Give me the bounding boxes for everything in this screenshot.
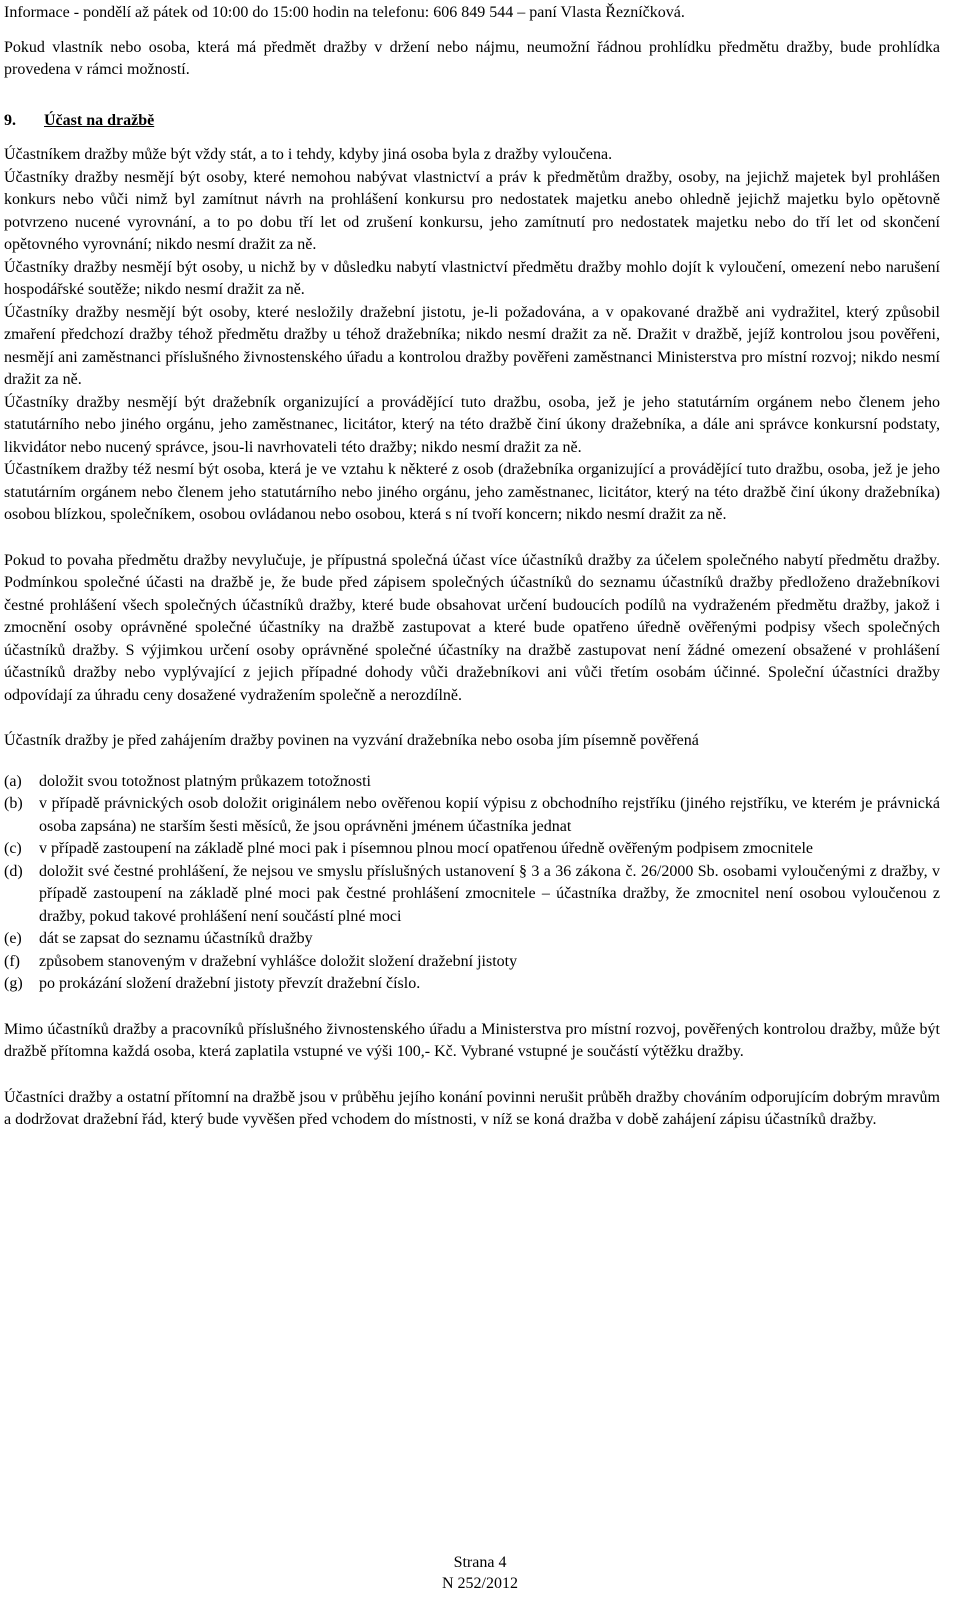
list-marker: (d)	[4, 862, 23, 880]
inspection-note: Pokud vlastník nebo osoba, která má předmět dražby v držení nebo nájmu, neumožní řádnou prohlídku předmětu dražby, bude prohlídka provedena v rámci možností.	[4, 38, 940, 78]
list-text: doložit svou totožnost platným průkazem totožnosti	[39, 772, 371, 790]
list-text: doložit své čestné prohlášení, že nejsou ve smyslu příslušných ustanovení § 3 a 36 zákona č. 26/2000 Sb. osobami vyloučenými z dražby, v případě zastoupení na základě plné moci pak čestné prohlášení zmocnitele – účastníka dražby, že zmocnitel není osobou vyloučenou z dražby, pokud takové prohlášení není součástí plné moci	[39, 862, 940, 925]
section-heading	[4, 110, 940, 133]
case-number: N 252/2012	[442, 1575, 518, 1592]
paragraph: Účastníkem dražby též nesmí být osoba, která je ve vztahu k některé z osob (dražebníka organizující a provádějící tuto dražbu, osoba, jež je jeho statutárním orgánem nebo členem jeho statutárního nebo jiného orgánu, jeho zaměstnanec, licitátor, který na této dražbě činí úkony dražebníka) osobou blízkou, společníkem, osobou ovládanou nebo osobou, která s ní tvoří koncern; nikdo nesmí dražit za ně.	[4, 461, 940, 523]
page-number: Strana 4	[453, 1554, 507, 1571]
paragraph: Účastníkem dražby může být vždy stát, a to i tehdy, kdyby jiná osoba byla z dražby vyloučena.	[4, 146, 613, 163]
list-marker: (e)	[4, 930, 22, 947]
obligations-list	[4, 771, 940, 996]
list-item	[4, 928, 940, 951]
list-marker: (g)	[4, 975, 23, 992]
list-text: v případě zastoupení na základě plné moci pak i písemnou plnou mocí opatřenou úředně ověřeným podpisem zmocnitele	[39, 840, 813, 857]
list-text: po prokázání složení dražební jistoty převzít dražební číslo.	[39, 975, 421, 992]
joint-participation-paragraph: Pokud to povaha předmětu dražby nevylučuje, je přípustná společná účast více účastníků dražby za účelem společného nabytí předmětu dražby. Podmínkou společné účasti na dražbě je, že bude před zápisem společných účastníků do seznamu účastníků dražby předloženo dražebníkovi čestné prohlášení všech společných účastníků dražby, které bude obsahovat určení budoucích podílů na vydraženém předmětu dražby, jakož i zmocnění osoby oprávněné společné účastníky na dražbě zastupovat a které bude opatřeno úředně ověřenými podpisy všech společných účastníků dražby. S výjimkou určení osoby oprávněné společné účastníky na dražbě zastupovat není žádné omezení obsažené v prohlášení účastníků dražby nebo vyplývající z jejich případné dohody vůči dražebníkovi ani vůči třetím osobám účinné. Společní účastníci dražby odpovídají za úhradu ceny dosažené vydražením společně a nerozdílně.	[4, 551, 940, 704]
list-item	[4, 951, 940, 974]
list-item	[4, 793, 940, 838]
list-item	[4, 973, 940, 996]
participation-paragraphs	[4, 144, 940, 527]
section-title: Účast na dražbě	[44, 111, 155, 129]
list-text: způsobem stanoveným v dražební vyhlášce doložit složení dražební jistoty	[39, 952, 518, 970]
visitors-paragraph: Mimo účastníků dražby a pracovníků příslušného živnostenského úřadu a Ministerstva pro místní rozvoj, pověřených kontrolou dražby, může být dražbě přítomna každá osoba, která zaplatila vstupné ve výši 100,- Kč. Vybrané vstupné je součástí výtěžku dražby.	[4, 1020, 940, 1060]
list-item	[4, 861, 940, 929]
page-footer	[0, 1552, 960, 1594]
paragraph: Účastníky dražby nesmějí být osoby, u nichž by v důsledku nabytí vlastnictví předmětu dražby mohlo dojít k vyloučení, omezení nebo narušení hospodářské soutěže; nikdo nesmí dražit za ně.	[4, 258, 940, 298]
list-marker: (a)	[4, 772, 22, 790]
list-item	[4, 838, 940, 861]
paragraph: Účastníky dražby nesmějí být dražebník organizující a provádějící tuto dražbu, osoba, jež je jeho statutárním orgánem nebo členem jeho statutárního nebo jiného orgánu, jeho zaměstnanec, licitátor, který na této dražbě činí úkony dražebníka, a dále ani správce konkursní podstaty, likvidátor nebo nucený správce, jsou-li navrhovateli této dražby; nikdo nesmí dražit za ně.	[4, 393, 940, 456]
paragraph: Účastníky dražby nesmějí být osoby, které nemohou nabývat vlastnictví a práv k předmětům dražby, osoby, na jejichž majetek byl prohlášen konkurs nebo vůči nimž byl zamítnut návrh na prohlášení konkursu pro nedostatek majetku anebo ohledně jejichž majetku bylo opětovně potvrzeno nucené vyrovnání, a to po dobu tří let od zrušení konkursu, jeho zamítnutí pro nedostatek majetku nebo do tří let od skončení opětovného vyrovnání; nikdo nesmí dražit za ně.	[4, 168, 940, 253]
section-number: 9.	[4, 111, 16, 129]
paragraph: Účastníky dražby nesmějí být osoby, které nesložily dražební jistotu, je-li požadována, a v opakované dražbě ani vydražitel, který způsobil zmaření předchozí dražby téhož předmětu dražby u téhož dražebníka; nikdo nesmí dražit za ně. Dražit v dražbě, jejíž kontrolou jsou pověřeni, nesmějí ani zaměstnanci příslušného živnostenského úřadu a kontrolou dražby pověřeni zaměstnanci Ministerstva pro místní rozvoj; nikdo nesmí dražit za ně.	[4, 303, 940, 388]
contact-info-line: Informace - pondělí až pátek od 10:00 do 15:00 hodin na telefonu: 606 849 544 – paní Vlasta Řezníčková.	[4, 4, 685, 21]
list-marker: (c)	[4, 840, 22, 857]
list-item	[4, 771, 940, 794]
conduct-paragraph: Účastníci dražby a ostatní přítomní na dražbě jsou v průběhu jejího konání povinni nerušit průběh dražby chováním odporujícím dobrým mravům a dodržovat dražební řád, který bude vyvěšen před vchodem do místnosti, v níž se koná dražba v době zahájení zápisu účastníků dražby.	[4, 1088, 940, 1128]
list-marker: (f)	[4, 952, 20, 970]
document-page	[4, 0, 940, 1132]
obligations-intro: Účastník dražby je před zahájením dražby povinen na vyzvání dražebníka nebo osoba jím písemně pověřená	[4, 732, 699, 749]
list-text: v případě právnických osob doložit originálem nebo ověřenou kopií výpisu z obchodního rejstříku (jiného rejstříku, ve kterém je právnická osoba zapsána) ne starším šesti měsíců, že jsou oprávněni jménem účastníka jednat	[39, 795, 940, 835]
list-text: dát se zapsat do seznamu účastníků dražby	[39, 930, 313, 947]
list-marker: (b)	[4, 795, 23, 812]
